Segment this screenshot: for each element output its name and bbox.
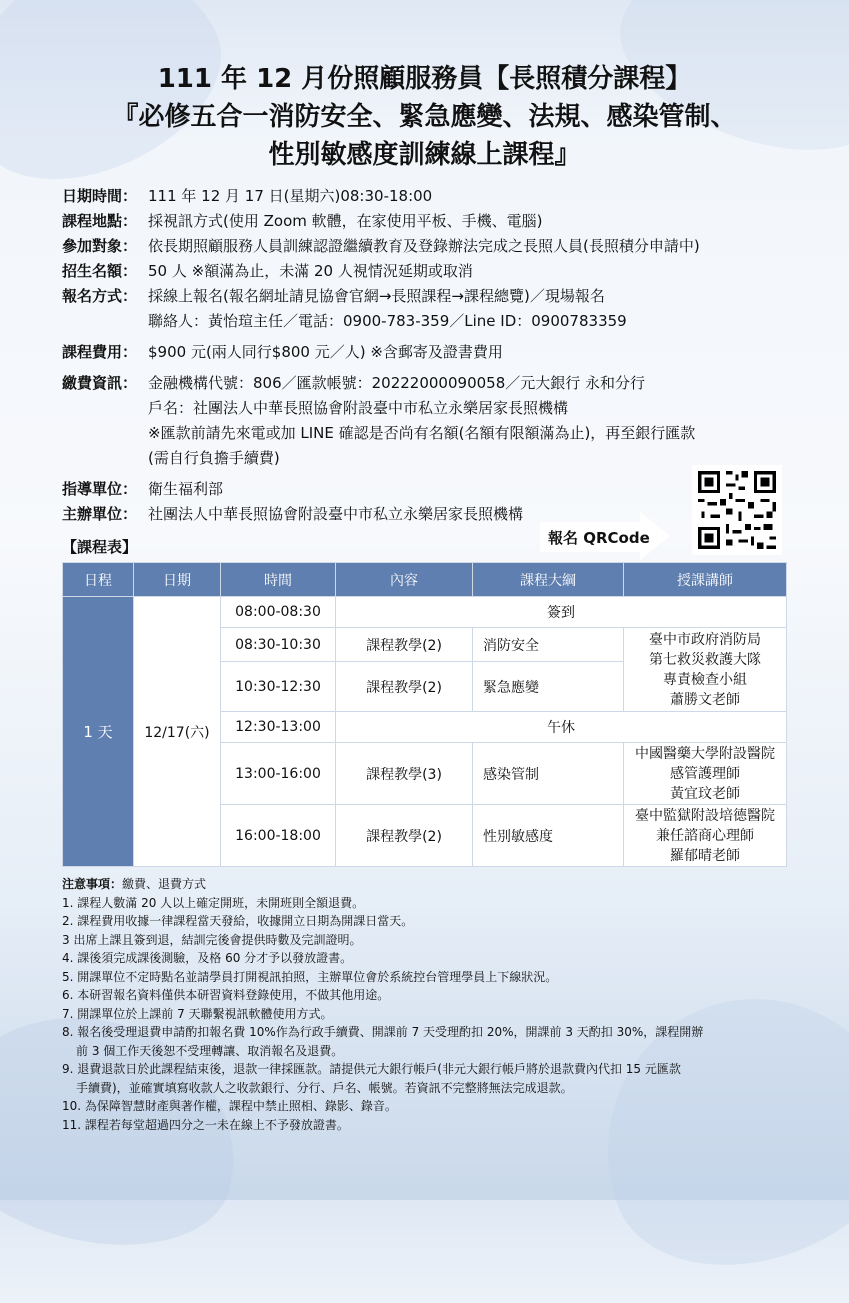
time-cell: 12:30-13:00 bbox=[221, 712, 336, 743]
info-contact: 聯絡人：黃怡瑄主任／電話：0900-783-359／Line ID：0900783359 bbox=[148, 312, 627, 330]
title-line-3: 性別敏感度訓練線上課程』 bbox=[268, 140, 581, 170]
list-item: 10. 為保障智慧財產與著作權，課程中禁止照相、錄影、錄音。 bbox=[62, 1099, 397, 1113]
list-item: 1. 課程人數滿 20 人以上確定開班，未開班則全額退費。 bbox=[62, 895, 365, 910]
list-item: 2. 課程費用收據一律課程當天發給，收據開立日期為開課日當天。 bbox=[62, 914, 414, 928]
notes-heading: 注意事項：繳費、退費方式 bbox=[62, 877, 207, 891]
info-fee: 課程費用： $900 元(兩人同行$800 元／人) ※含郵寄及證書費用 bbox=[62, 343, 503, 361]
topic-cell: 性別敏感度 bbox=[473, 805, 624, 867]
header-date: 日期 bbox=[134, 563, 221, 597]
list-item: 8. 報名後受理退費申請酌扣報名費 10%作為行政手續費、開課前 7 天受理酌扣 20%，開課前 3 天酌扣 30%，課程開辦 bbox=[62, 1025, 704, 1039]
header-time: 時間 bbox=[221, 563, 336, 597]
header-day: 日程 bbox=[63, 563, 134, 597]
content-cell: 課程教學(2) bbox=[336, 805, 473, 867]
list-item: 11. 課程若每堂超過四分之一未在線上不予發放證書。 bbox=[62, 1117, 349, 1132]
list-item-continued: 前 3 個工作天後恕不受理轉讓、取消報名及退費。 bbox=[76, 1043, 344, 1058]
schedule-label: 【課程表】 bbox=[62, 538, 138, 556]
content-cell: 課程教學(2) bbox=[336, 628, 473, 662]
info-guide: 指導單位： 衛生福利部 bbox=[62, 480, 224, 498]
info-quota: 招生名額： 50 人 ※額滿為止，未滿 20 人視情況延期或取消 bbox=[62, 262, 473, 280]
list-item: 6. 本研習報名資料僅供本研習資料登錄使用，不做其他用途。 bbox=[62, 988, 390, 1002]
schedule-table bbox=[62, 562, 787, 867]
merged-cell: 簽到 bbox=[336, 597, 787, 628]
list-item: 5. 開課單位不定時點名並請學員打開視訊拍照，主辦單位會於系統控台管理學員上下線狀況。 bbox=[62, 969, 558, 984]
course-info bbox=[62, 184, 802, 527]
header-topic: 課程大綱 bbox=[473, 563, 624, 597]
header-instructor: 授課講師 bbox=[624, 563, 787, 597]
qr-label: 報名 QRCode bbox=[548, 529, 650, 547]
info-payment: 繳費資訊： 金融機構代號：806／匯款帳號：20222000090058／元大銀行 永和分行 bbox=[62, 374, 646, 392]
list-item: 7. 開課單位於上課前 7 天聯繫視訊軟體使用方式。 bbox=[62, 1006, 333, 1021]
info-target: 參加對象： 依長期照顧服務人員訓練認證繼續教育及登錄辦法完成之長照人員(長照積分申請中) bbox=[62, 237, 700, 255]
topic-cell: 感染管制 bbox=[473, 743, 624, 805]
info-date: 日期時間： 111 年 12 月 17 日(星期六)08:30-18:00 bbox=[62, 187, 433, 205]
list-item: 9. 退費退款日於此課程結束後，退款一律採匯款。請提供元大銀行帳戶(非元大銀行帳戶將於退款費內代扣 15 元匯款 bbox=[62, 1062, 681, 1076]
schedule-header-row bbox=[63, 563, 787, 597]
topic-cell: 消防安全 bbox=[473, 628, 624, 662]
header-content: 內容 bbox=[336, 563, 473, 597]
day-cell: 1 天 bbox=[63, 597, 134, 867]
qr-code-icon[interactable] bbox=[692, 465, 782, 555]
list-item: 4. 課後須完成課後測驗，及格 60 分才予以發放證書。 bbox=[62, 951, 353, 965]
info-pay-note-2: (需自行負擔手續費) bbox=[148, 449, 280, 467]
topic-cell: 緊急應變 bbox=[473, 662, 624, 712]
page-title bbox=[0, 60, 849, 174]
info-pay-note: ※匯款前請先來電或加 LINE 確認是否尚有名額(名額有限額滿為止)，再至銀行匯款 bbox=[148, 424, 696, 442]
info-account-name: 戶名：社團法人中華長照協會附設臺中市私立永樂居家長照機構 bbox=[148, 399, 569, 417]
list-item-continued: 手續費)，並確實填寫收款人之收款銀行、分行、戶名、帳號。若資訊不完整將無法完成退款。 bbox=[76, 1080, 573, 1095]
title-line-1: 111 年 12 月份照顧服務員【長照積分課程】 bbox=[157, 64, 692, 94]
instructor-cell: 中國醫藥大學附設醫院 感管護理師 黃宜玟老師 bbox=[624, 743, 787, 805]
time-cell: 10:30-12:30 bbox=[221, 662, 336, 712]
time-cell: 16:00-18:00 bbox=[221, 805, 336, 867]
info-register: 報名方式： 採線上報名(報名網址請見協會官網→長照課程→課程總覽)／現場報名 bbox=[62, 287, 605, 305]
instructor-cell: 臺中監獄附設培德醫院 兼任諮商心理師 羅郁晴老師 bbox=[624, 805, 787, 867]
date-cell: 12/17(六) bbox=[134, 597, 221, 867]
time-cell: 08:00-08:30 bbox=[221, 597, 336, 628]
info-host: 主辦單位： 社團法人中華長照協會附設臺中市私立永樂居家長照機構 bbox=[62, 505, 524, 523]
notes-section bbox=[62, 875, 802, 1134]
list-item: 3 出席上課且簽到退，結訓完後會提供時數及完訓證明。 bbox=[62, 932, 362, 947]
content-cell: 課程教學(2) bbox=[336, 662, 473, 712]
merged-cell: 午休 bbox=[336, 712, 787, 743]
time-cell: 13:00-16:00 bbox=[221, 743, 336, 805]
time-cell: 08:30-10:30 bbox=[221, 628, 336, 662]
table-row bbox=[63, 597, 787, 628]
info-place: 課程地點： 採視訊方式(使用 Zoom 軟體，在家使用平板、手機、電腦) bbox=[62, 212, 543, 230]
title-line-2: 『必修五合一消防安全、緊急應變、法規、感染管制、 bbox=[112, 102, 737, 132]
instructor-cell: 臺中市政府消防局 第七救災救護大隊 專責檢查小組 蕭勝文老師 bbox=[624, 628, 787, 712]
content-cell: 課程教學(3) bbox=[336, 743, 473, 805]
